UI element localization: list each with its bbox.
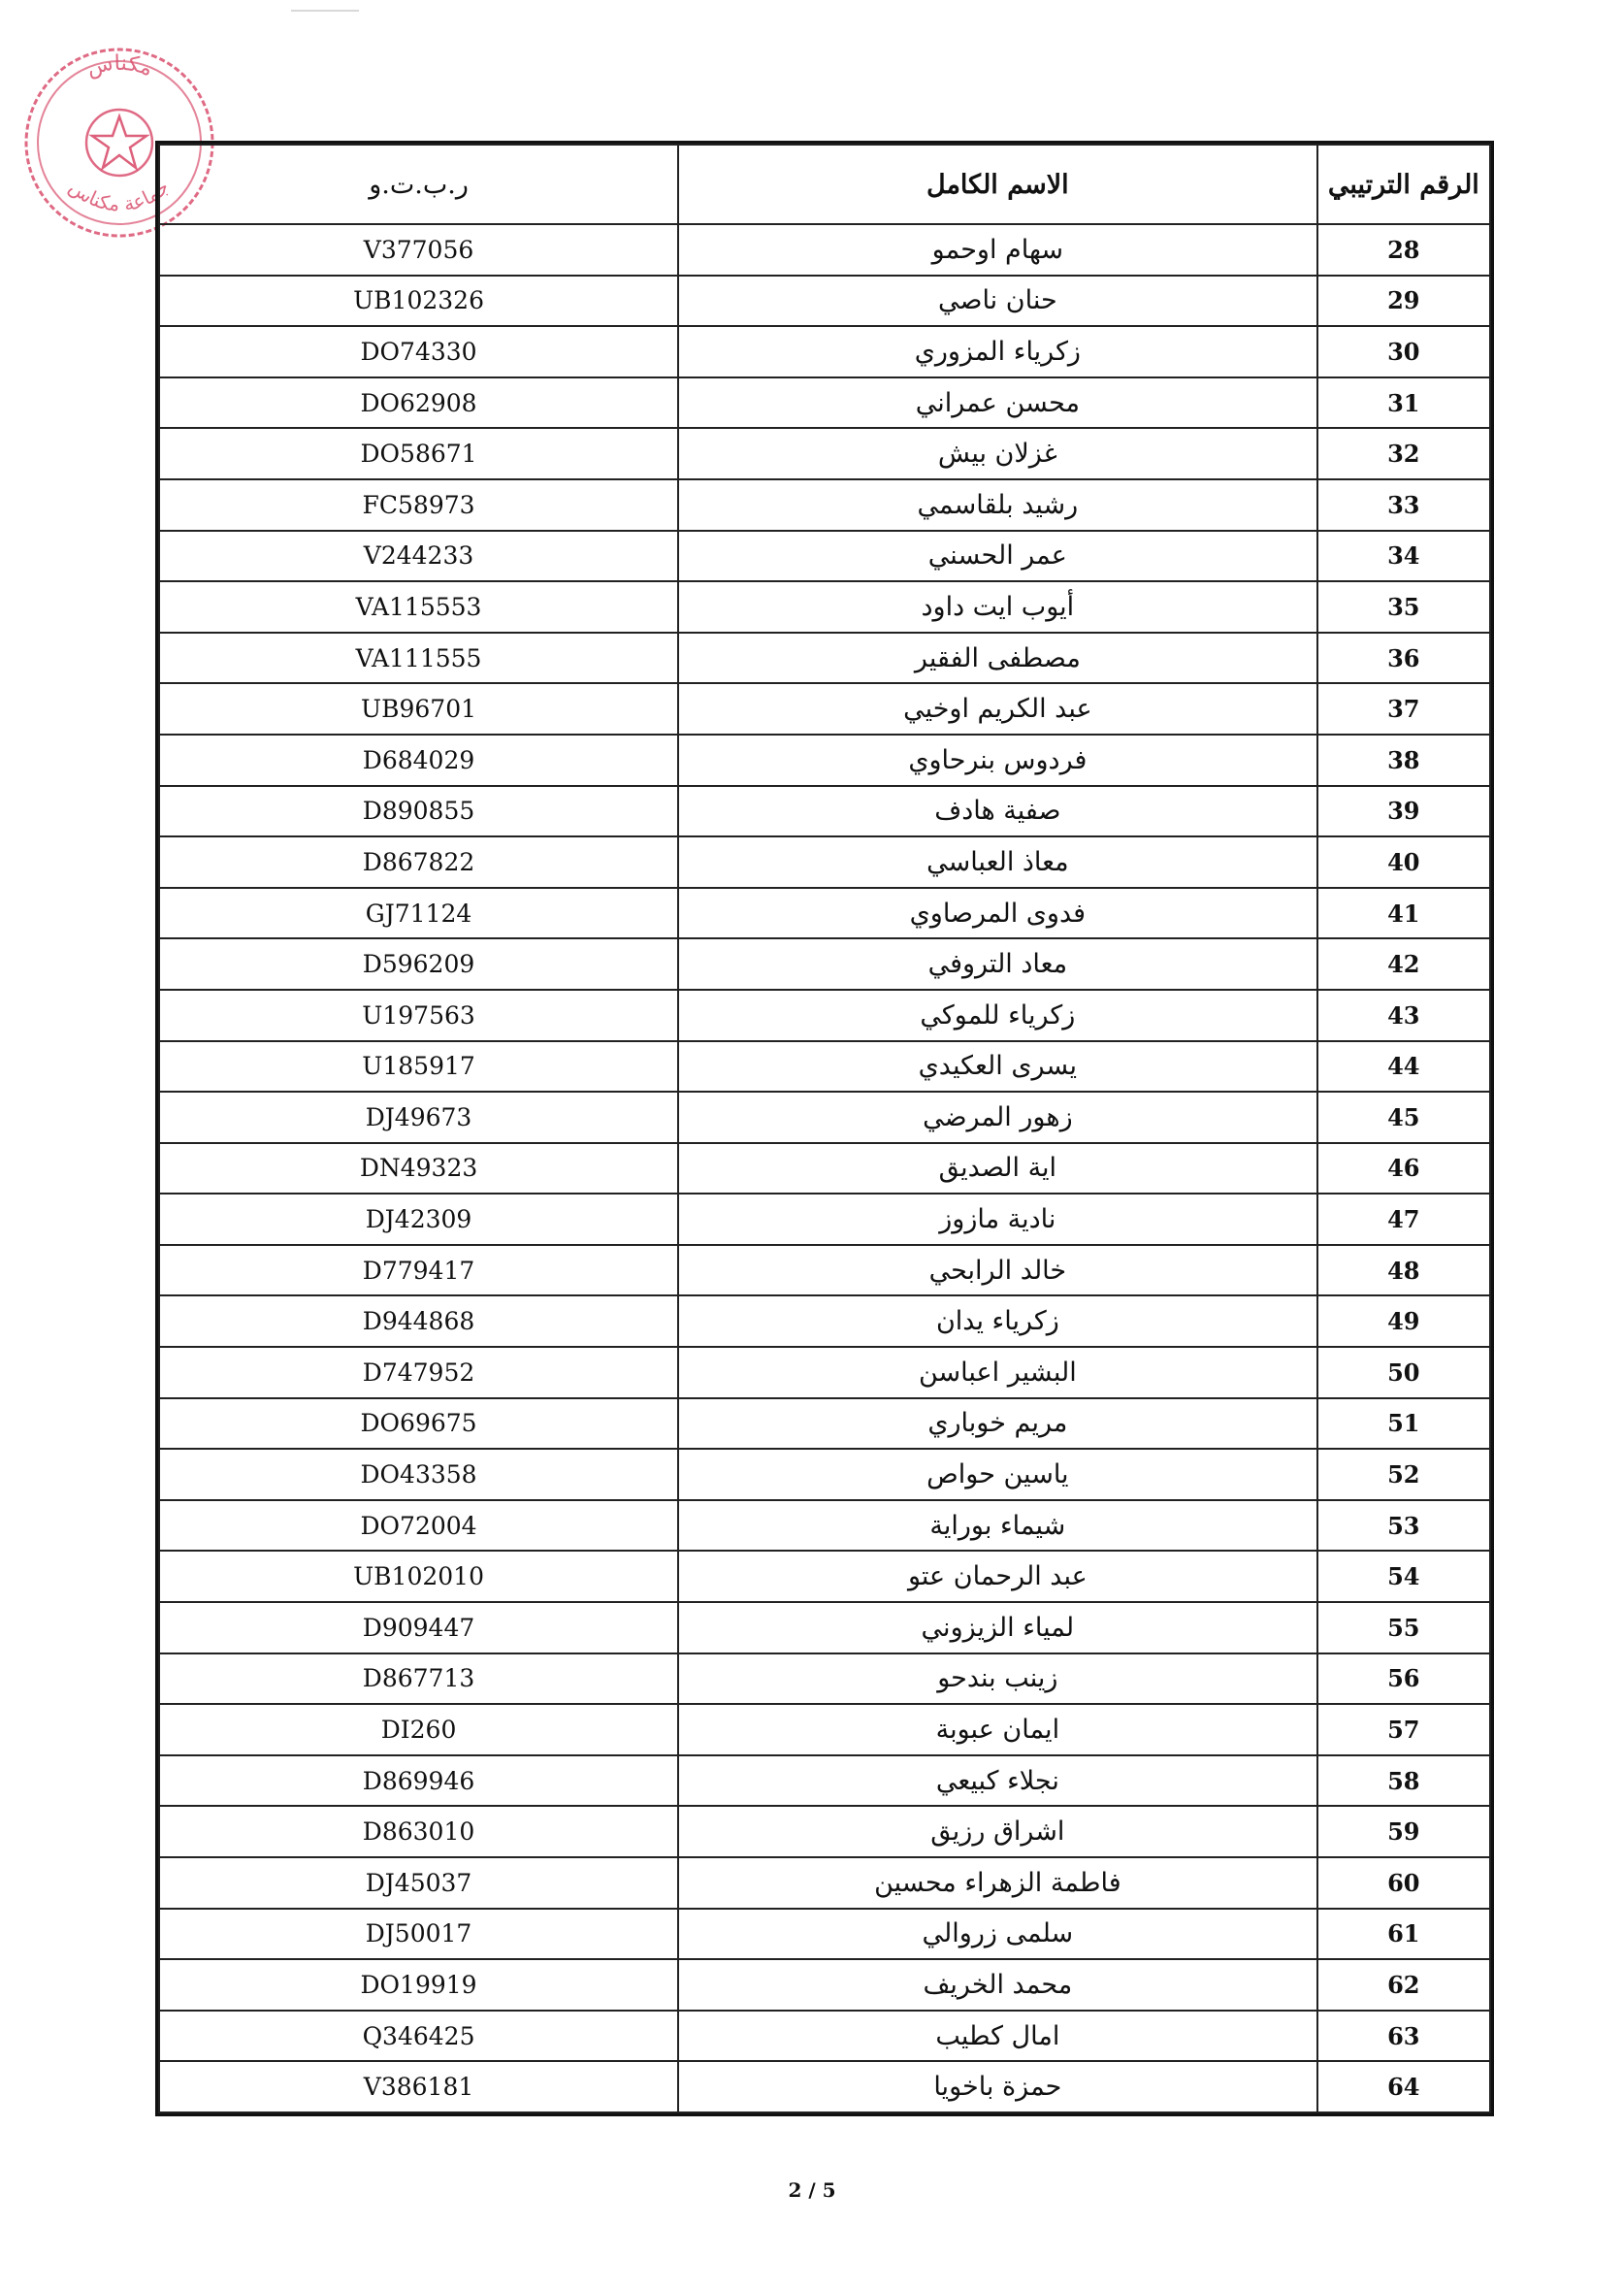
cell-full-name: معاد التروفي [678,938,1317,990]
cell-id-number: FC58973 [159,479,678,531]
table-row [159,990,1490,1041]
table-row [159,1143,1490,1195]
cell-full-name: اشراق رزيق [678,1806,1317,1857]
cell-serial-number: 57 [1317,1704,1490,1755]
cell-id-number: DO69675 [159,1398,678,1450]
cell-serial-number: 37 [1317,683,1490,735]
cell-serial-number: 47 [1317,1194,1490,1245]
table-row [159,633,1490,684]
cell-id-number: V386181 [159,2061,678,2112]
header-serial-number: الرقم الترتيبي [1317,145,1490,224]
cell-id-number: UB102326 [159,276,678,327]
cell-id-number: DJ45037 [159,1857,678,1909]
cell-serial-number: 33 [1317,479,1490,531]
cell-full-name: صفية هادف [678,786,1317,837]
cell-full-name: فردوس بنرحاوي [678,735,1317,786]
cell-full-name: معاذ العباسي [678,836,1317,888]
scan-artifact [291,10,359,12]
header-full-name: الاسم الكامل [678,145,1317,224]
cell-id-number: DO58671 [159,428,678,479]
table-body [159,224,1490,2112]
table-row [159,1806,1490,1857]
cell-serial-number: 45 [1317,1092,1490,1143]
cell-full-name: عبد الكريم اوخيي [678,683,1317,735]
cell-id-number: D863010 [159,1806,678,1857]
cell-full-name: زكرياء المزوري [678,326,1317,377]
cell-id-number: V244233 [159,531,678,582]
cell-id-number: D684029 [159,735,678,786]
cell-id-number: D779417 [159,1245,678,1296]
cell-serial-number: 30 [1317,326,1490,377]
table-row [159,1245,1490,1296]
table-row [159,1194,1490,1245]
cell-id-number: DN49323 [159,1143,678,1195]
cell-id-number: DJ49673 [159,1092,678,1143]
table-row [159,377,1490,429]
cell-id-number: DJ50017 [159,1909,678,1960]
cell-serial-number: 55 [1317,1602,1490,1653]
cell-full-name: سهام اوحمو [678,224,1317,276]
cell-serial-number: 59 [1317,1806,1490,1857]
table-row [159,326,1490,377]
table-row [159,1398,1490,1450]
table-row [159,735,1490,786]
cell-serial-number: 44 [1317,1041,1490,1093]
cell-id-number: DO62908 [159,377,678,429]
table-row [159,276,1490,327]
cell-serial-number: 31 [1317,377,1490,429]
table-row [159,683,1490,735]
stamp-text-bottom: جماعة مكناس [64,175,174,216]
cell-id-number: UB102010 [159,1551,678,1602]
table-row [159,1500,1490,1552]
cell-id-number: UB96701 [159,683,678,735]
cell-full-name: عبد الرحمان عتو [678,1551,1317,1602]
cell-serial-number: 32 [1317,428,1490,479]
table-row [159,938,1490,990]
cell-full-name: خالد الرابحي [678,1245,1317,1296]
table-row [159,1653,1490,1705]
cell-id-number: V377056 [159,224,678,276]
cell-full-name: ايمان عبوبة [678,1704,1317,1755]
cell-full-name: محمد الخريف [678,1959,1317,2011]
cell-full-name: امال كطيب [678,2011,1317,2062]
table-row [159,888,1490,939]
cell-full-name: نجلاء كبيعي [678,1755,1317,1807]
table-row [159,581,1490,633]
table-row [159,1041,1490,1093]
cell-full-name: حمزة باخويا [678,2061,1317,2112]
cell-id-number: D890855 [159,786,678,837]
stamp-text-top: مكناس [83,50,156,82]
cell-serial-number: 56 [1317,1653,1490,1705]
table-row [159,1449,1490,1500]
cell-id-number: GJ71124 [159,888,678,939]
star-icon [92,116,146,168]
cell-id-number: DO43358 [159,1449,678,1500]
cell-full-name: نادية مازوز [678,1194,1317,1245]
cell-id-number: Q346425 [159,2011,678,2062]
cell-id-number: D596209 [159,938,678,990]
cell-serial-number: 64 [1317,2061,1490,2112]
table-row [159,1551,1490,1602]
cell-id-number: D869946 [159,1755,678,1807]
page-number: 2 / 5 [788,2178,836,2202]
table-row [159,1602,1490,1653]
cell-id-number: D867822 [159,836,678,888]
cell-serial-number: 53 [1317,1500,1490,1552]
cell-serial-number: 52 [1317,1449,1490,1500]
cell-full-name: زينب بندحو [678,1653,1317,1705]
cell-id-number: DO74330 [159,326,678,377]
cell-full-name: عمر الحسني [678,531,1317,582]
table-row [159,2061,1490,2112]
cell-id-number: VA111555 [159,633,678,684]
cell-serial-number: 34 [1317,531,1490,582]
header-id-number: ر.ب.ت.و [159,145,678,224]
table-row [159,224,1490,276]
cell-serial-number: 41 [1317,888,1490,939]
cell-full-name: محسن عمراني [678,377,1317,429]
cell-id-number: D944868 [159,1295,678,1347]
cell-full-name: زكرياء للموكي [678,990,1317,1041]
cell-serial-number: 54 [1317,1551,1490,1602]
cell-serial-number: 63 [1317,2011,1490,2062]
cell-full-name: فاطمة الزهراء محسين [678,1857,1317,1909]
cell-full-name: سلمى زروالي [678,1909,1317,1960]
cell-id-number: D747952 [159,1347,678,1398]
cell-full-name: حنان ناصي [678,276,1317,327]
cell-serial-number: 48 [1317,1245,1490,1296]
cell-full-name: فدوى المرصاوي [678,888,1317,939]
cell-id-number: U197563 [159,990,678,1041]
cell-full-name: يسرى العكيدي [678,1041,1317,1093]
table-row [159,1295,1490,1347]
table-row [159,836,1490,888]
cell-full-name: لمياء الزيزوني [678,1602,1317,1653]
cell-serial-number: 58 [1317,1755,1490,1807]
table-row [159,479,1490,531]
roster-table [155,141,1494,2116]
cell-id-number: D909447 [159,1602,678,1653]
table-row [159,531,1490,582]
cell-full-name: البشير اعباسن [678,1347,1317,1398]
cell-serial-number: 35 [1317,581,1490,633]
cell-full-name: أيوب ايت داود [678,581,1317,633]
table-row [159,1909,1490,1960]
cell-serial-number: 62 [1317,1959,1490,2011]
cell-id-number: VA115553 [159,581,678,633]
cell-serial-number: 50 [1317,1347,1490,1398]
cell-full-name: اية الصديق [678,1143,1317,1195]
table-row [159,1347,1490,1398]
table-row [159,2011,1490,2062]
cell-serial-number: 29 [1317,276,1490,327]
cell-full-name: زكرياء يدان [678,1295,1317,1347]
cell-serial-number: 49 [1317,1295,1490,1347]
cell-id-number: DO19919 [159,1959,678,2011]
table-row [159,1092,1490,1143]
cell-serial-number: 39 [1317,786,1490,837]
cell-id-number: D867713 [159,1653,678,1705]
table-row [159,1959,1490,2011]
table-row [159,428,1490,479]
table-row [159,1857,1490,1909]
cell-serial-number: 28 [1317,224,1490,276]
cell-full-name: رشيد بلقاسمي [678,479,1317,531]
cell-serial-number: 40 [1317,836,1490,888]
cell-id-number: DO72004 [159,1500,678,1552]
cell-full-name: مصطفى الفقير [678,633,1317,684]
table-row [159,786,1490,837]
cell-full-name: مريم خوباري [678,1398,1317,1450]
cell-serial-number: 36 [1317,633,1490,684]
cell-serial-number: 61 [1317,1909,1490,1960]
table-row [159,1704,1490,1755]
cell-full-name: زهور المرضي [678,1092,1317,1143]
table-row [159,1755,1490,1807]
cell-id-number: DI260 [159,1704,678,1755]
cell-serial-number: 46 [1317,1143,1490,1195]
cell-full-name: شيماء بوراية [678,1500,1317,1552]
cell-serial-number: 42 [1317,938,1490,990]
cell-id-number: U185917 [159,1041,678,1093]
cell-serial-number: 60 [1317,1857,1490,1909]
svg-text:مكناس [84,51,156,82]
cell-id-number: DJ42309 [159,1194,678,1245]
cell-serial-number: 38 [1317,735,1490,786]
cell-full-name: ياسين حواص [678,1449,1317,1500]
cell-serial-number: 51 [1317,1398,1490,1450]
cell-full-name: غزلان بيش [678,428,1317,479]
table-header-row [159,145,1490,224]
cell-serial-number: 43 [1317,990,1490,1041]
